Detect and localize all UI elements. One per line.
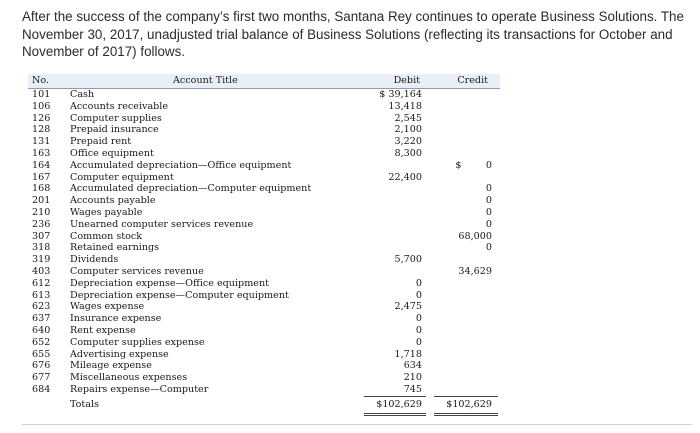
- debit-amount: 2,545: [394, 112, 422, 124]
- table-row: [28, 384, 500, 396]
- account-no: 101: [32, 89, 51, 100]
- account-no: 676: [32, 360, 51, 372]
- account-title: Cash: [70, 89, 95, 100]
- account-no: 612: [32, 277, 51, 289]
- totals-row: [28, 397, 500, 413]
- account-title: Advertising expense: [70, 348, 169, 360]
- account-title: Computer supplies expense: [70, 336, 205, 348]
- account-no: 677: [32, 372, 51, 384]
- account-no: 167: [32, 171, 51, 183]
- account-title: Depreciation expense—Computer equipment: [70, 289, 289, 301]
- account-no: 613: [32, 289, 51, 301]
- table-row: [28, 148, 500, 160]
- totals-debit: $102,629: [376, 398, 422, 410]
- credit-amount: 68,000: [458, 230, 492, 242]
- intro-paragraph: After the success of the company’s first two months, Santana Rey continues to operate Business Solutions. The November 30, 2017, unadjusted trial balance of Business Solutions (reflecting its transactions for October and November of 2017) follows.: [22, 9, 684, 59]
- table-row: [28, 360, 500, 372]
- table-body: [28, 89, 500, 396]
- account-title: Computer services revenue: [70, 265, 204, 277]
- debit-amount: 0: [415, 289, 422, 301]
- account-no: 168: [32, 183, 51, 195]
- debit-amount: 5,700: [394, 254, 422, 266]
- table-row: [28, 172, 500, 184]
- credit-amount: 0: [485, 242, 492, 254]
- account-title: Office equipment: [70, 147, 154, 159]
- header-credit: Credit: [457, 75, 488, 86]
- account-no: 126: [32, 112, 51, 124]
- credit-amount: 0: [485, 206, 492, 218]
- account-title: Prepaid rent: [70, 136, 132, 148]
- account-title: Accounts receivable: [70, 100, 169, 112]
- debit-amount: 634: [403, 360, 422, 372]
- totals-credit: $102,629: [446, 398, 492, 410]
- table-row: [28, 113, 500, 125]
- table-row: [28, 242, 500, 254]
- table-row: [28, 301, 500, 313]
- account-title: Mileage expense: [70, 360, 152, 372]
- credit-amount: 0: [485, 218, 492, 230]
- account-title: Accumulated depreciation—Computer equipment: [70, 183, 312, 195]
- table-row: [28, 124, 500, 136]
- table-row: [28, 195, 500, 207]
- table-row: [28, 219, 500, 231]
- debit-amount: 745: [403, 383, 422, 395]
- table-row: [28, 337, 500, 349]
- table-row: [28, 290, 500, 302]
- account-no: 164: [32, 159, 51, 171]
- table-row: [28, 254, 500, 266]
- account-no: 319: [32, 254, 51, 266]
- debit-amount: 1,718: [394, 348, 422, 360]
- divider: [22, 424, 692, 425]
- trial-balance-table: [28, 74, 500, 416]
- account-no: 163: [32, 147, 51, 159]
- account-no: 128: [32, 124, 51, 136]
- table-row: [28, 89, 500, 101]
- account-title: Depreciation expense—Office equipment: [70, 277, 270, 289]
- account-title: Accumulated depreciation—Office equipment: [70, 159, 292, 171]
- debit-amount: 22,400: [388, 171, 422, 183]
- table-row: [28, 313, 500, 325]
- table-row: [28, 231, 500, 243]
- debit-amount: 0: [415, 313, 422, 325]
- account-title: Wages expense: [70, 301, 145, 313]
- table-row: [28, 278, 500, 290]
- debit-amount: 3,220: [394, 136, 422, 148]
- header-account-title: Account Title: [173, 75, 238, 86]
- account-no: 655: [32, 348, 51, 360]
- account-no: 210: [32, 206, 51, 218]
- table-row: [28, 207, 500, 219]
- debit-amount: $ 39,164: [379, 89, 422, 100]
- account-title: Computer equipment: [70, 171, 174, 183]
- account-no: 684: [32, 383, 51, 395]
- account-title: Dividends: [70, 254, 119, 266]
- account-title: Unearned computer services revenue: [70, 218, 254, 230]
- debit-amount: 8,300: [394, 147, 422, 159]
- table-row: [28, 325, 500, 337]
- debit-amount: 13,418: [388, 100, 422, 112]
- debit-amount: 0: [415, 336, 422, 348]
- credit-amount: $ 0: [455, 159, 492, 171]
- debit-amount: 210: [403, 372, 422, 384]
- account-title: Repairs expense—Computer: [70, 383, 209, 395]
- credit-amount: 0: [485, 183, 492, 195]
- account-no: 307: [32, 230, 51, 242]
- account-no: 403: [32, 265, 51, 277]
- account-no: 640: [32, 324, 51, 336]
- table-row: [28, 266, 500, 278]
- account-no: 131: [32, 136, 51, 148]
- debit-amount: 0: [415, 324, 422, 336]
- account-title: Wages payable: [70, 206, 143, 218]
- totals-double-rule: [28, 413, 500, 416]
- account-title: Rent expense: [70, 324, 136, 336]
- debit-amount: 2,475: [394, 301, 422, 313]
- table-row: [28, 136, 500, 148]
- account-title: Prepaid insurance: [70, 124, 159, 136]
- account-no: 106: [32, 100, 51, 112]
- header-no: No.: [32, 75, 50, 86]
- debit-amount: 2,100: [394, 124, 422, 136]
- account-no: 652: [32, 336, 51, 348]
- account-title: Miscellaneous expenses: [70, 372, 188, 384]
- table-header: [28, 74, 500, 89]
- account-no: 637: [32, 313, 51, 325]
- account-title: Common stock: [70, 230, 143, 242]
- account-no: 201: [32, 195, 51, 207]
- account-title: Retained earnings: [70, 242, 160, 254]
- account-no: 318: [32, 242, 51, 254]
- table-row: [28, 101, 500, 113]
- table-row: [28, 372, 500, 384]
- account-no: 623: [32, 301, 51, 313]
- account-title: Computer supplies: [70, 112, 162, 124]
- header-debit: Debit: [393, 75, 420, 86]
- account-title: Accounts payable: [70, 195, 156, 207]
- totals-label: Totals: [70, 398, 99, 410]
- table-row: [28, 160, 500, 172]
- account-title: Insurance expense: [70, 313, 162, 325]
- credit-amount: 34,629: [458, 265, 492, 277]
- table-row: [28, 349, 500, 361]
- account-no: 236: [32, 218, 51, 230]
- debit-amount: 0: [415, 277, 422, 289]
- credit-amount: 0: [485, 195, 492, 207]
- table-row: [28, 183, 500, 195]
